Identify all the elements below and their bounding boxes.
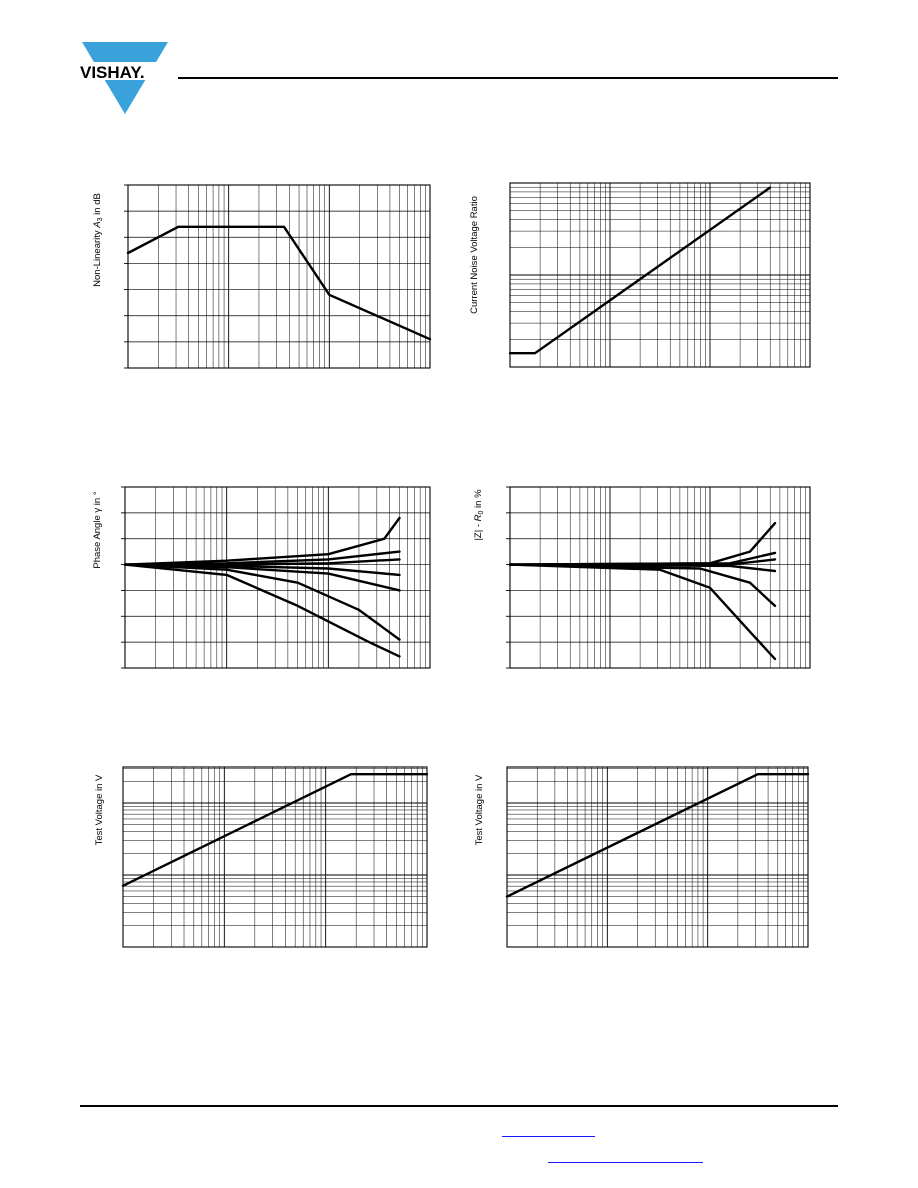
footer-rule	[80, 1105, 838, 1107]
footer-link-1[interactable]	[502, 1136, 595, 1137]
y-axis-label: Non-Linearity $A_3$ in dB	[92, 193, 104, 287]
y-axis-label: Current Noise Voltage Ratio	[469, 196, 480, 314]
chart-6	[474, 767, 808, 947]
y-axis-label: Test Voltage in V	[474, 774, 485, 846]
chart-2	[469, 183, 810, 367]
plot-frame	[125, 487, 430, 668]
series-line-1	[510, 523, 775, 564]
logo-text: VISHAY.	[80, 63, 145, 82]
series-line-1	[128, 227, 430, 339]
series-line-6	[125, 565, 400, 640]
plot-frame	[510, 487, 810, 668]
plot-frame	[507, 767, 808, 947]
chart-1	[92, 185, 430, 368]
plot-frame	[123, 767, 427, 947]
y-axis-label: Phase Angle γ in °	[92, 491, 103, 569]
series-line-5	[510, 565, 775, 606]
y-axis-label: Test Voltage in V	[94, 774, 105, 846]
series-line-1	[125, 518, 400, 565]
chart-4	[473, 487, 810, 668]
y-axis-label: $|Z| - R_0$ in %	[473, 489, 485, 541]
chart-5	[94, 767, 427, 947]
footer-link-2[interactable]	[548, 1162, 703, 1163]
chart-3	[92, 487, 430, 668]
series-line-1	[123, 774, 427, 886]
plot-frame	[128, 185, 430, 368]
